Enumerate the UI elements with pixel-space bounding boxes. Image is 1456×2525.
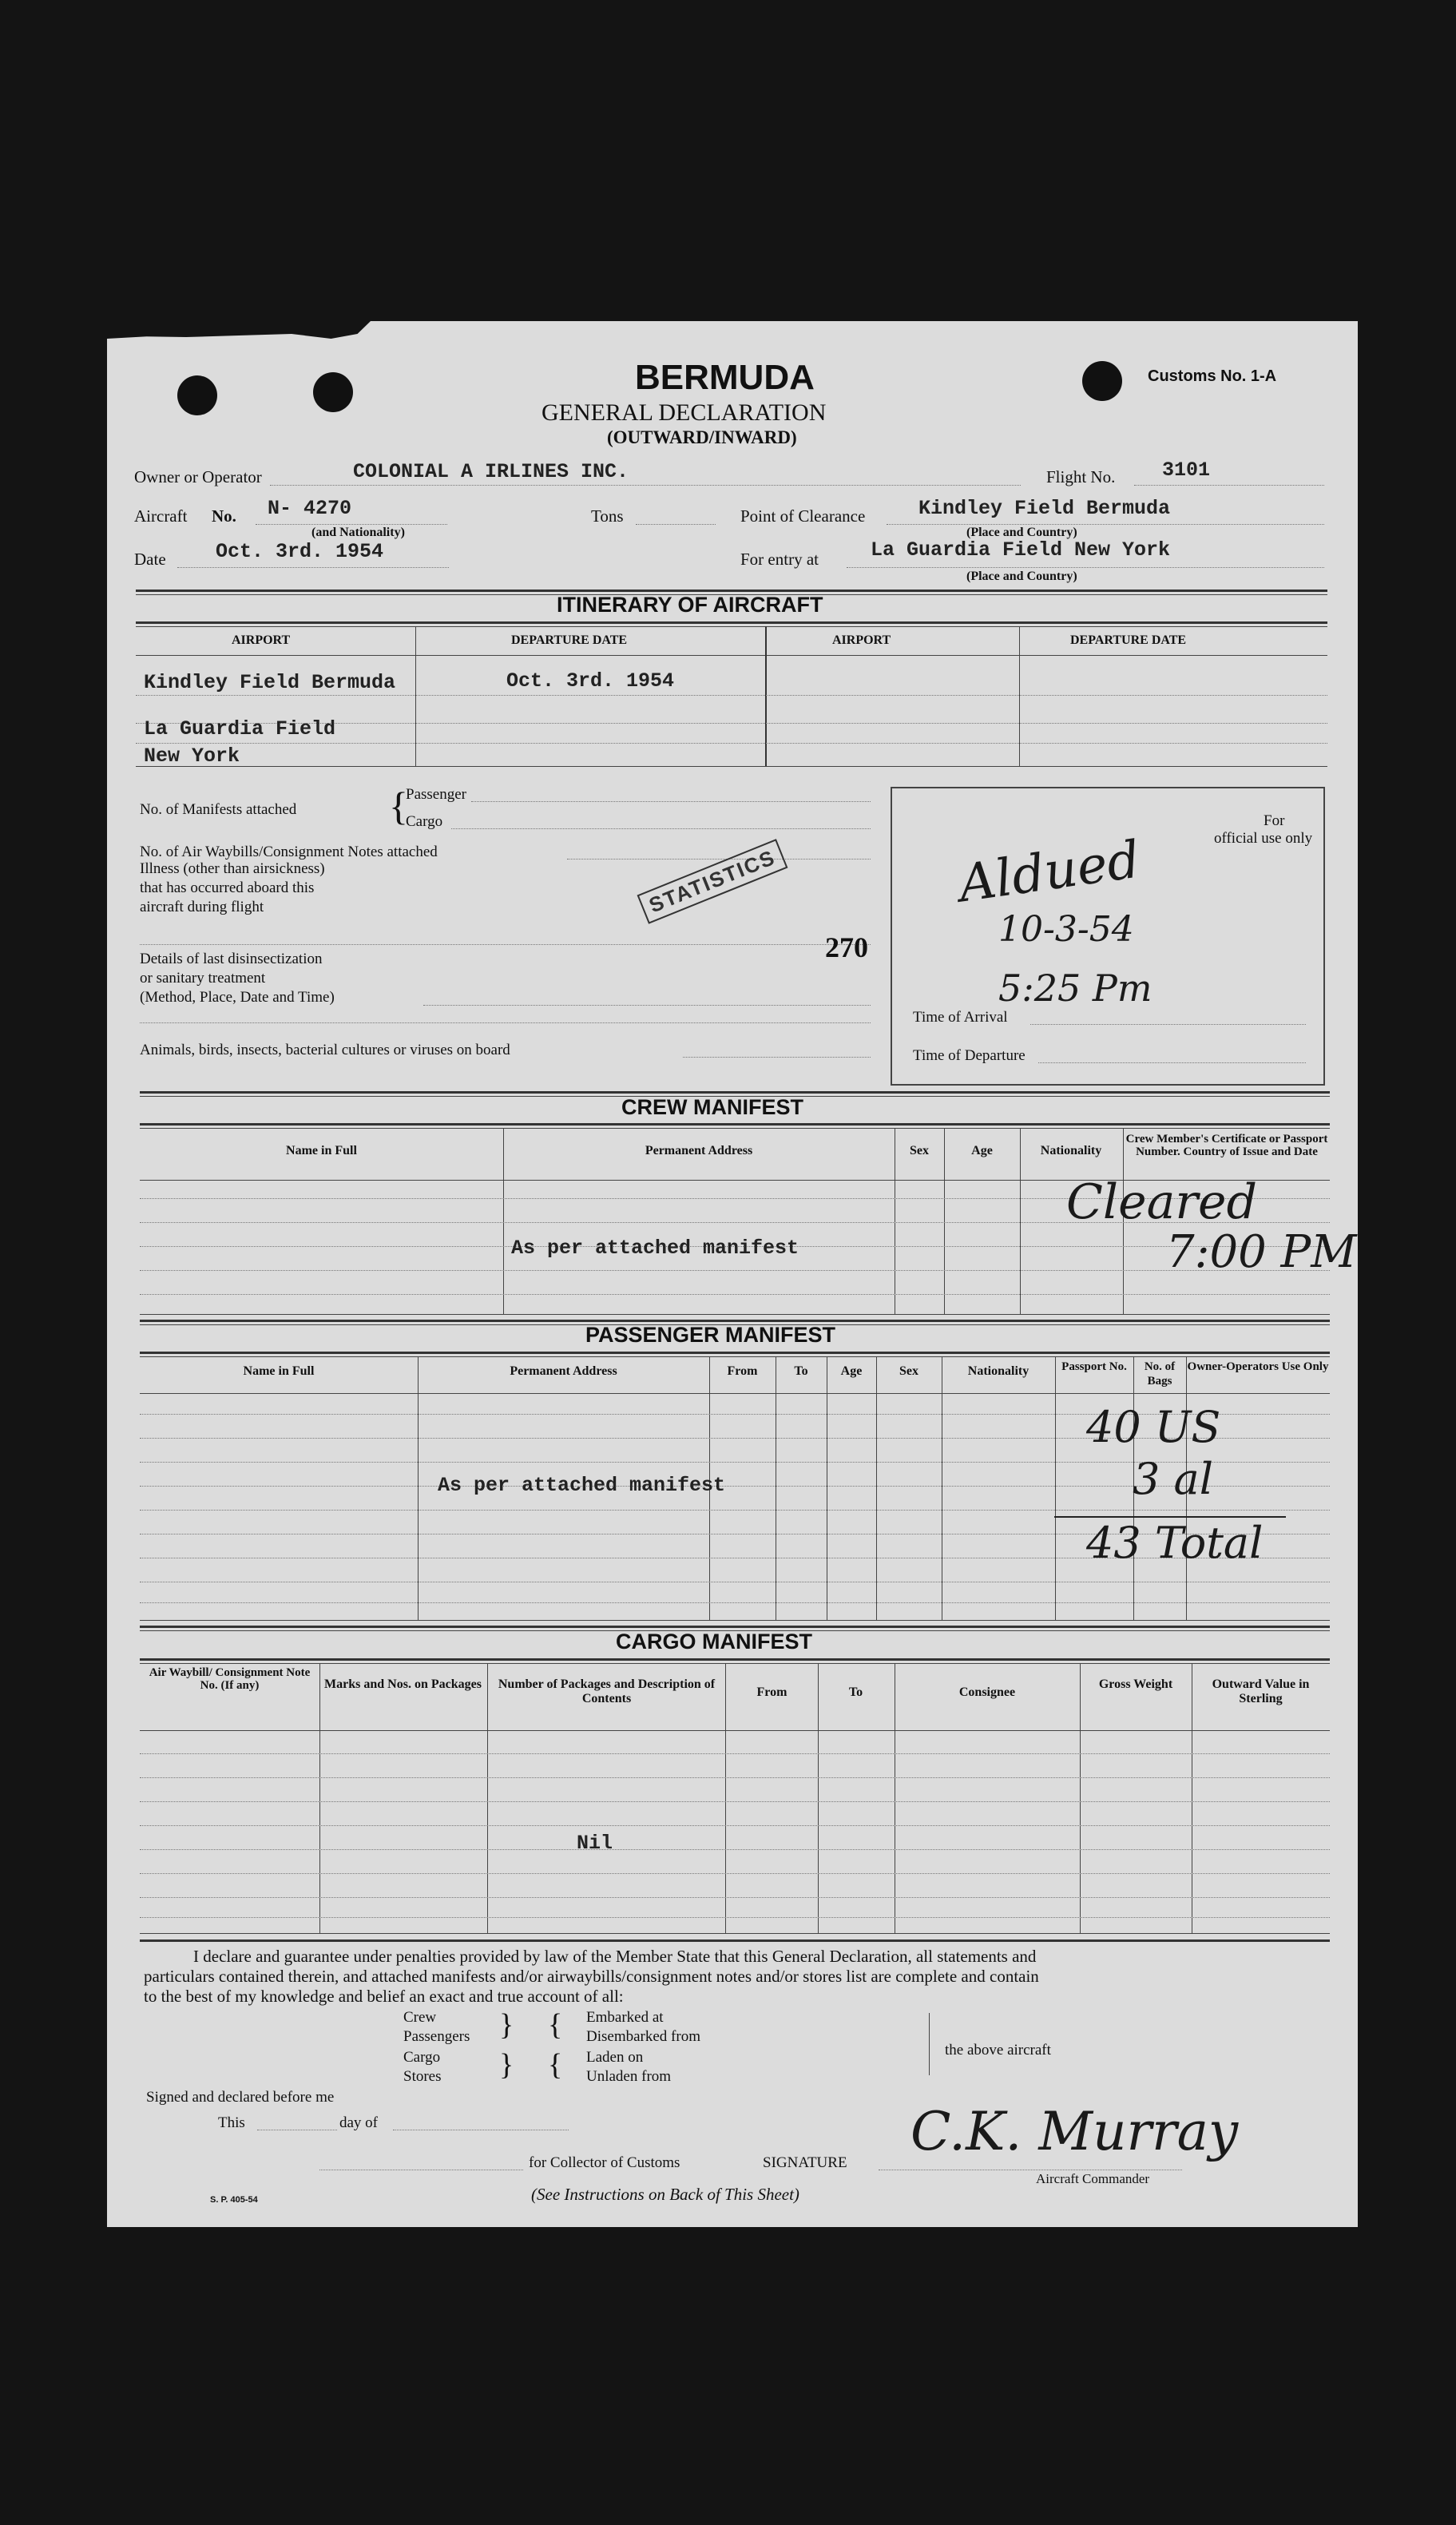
form-number: Customs No. 1-A [1148,367,1277,385]
cargo-col-waybill: Air Waybill/ Consignment Note No. (If any) [149,1666,311,1692]
passenger-count-us: 40 US [1086,1402,1221,1452]
disinsect-line-1: Details of last disinsectization [140,951,323,967]
manifest-passenger-label: Passenger [406,786,466,803]
decl-disembarked: Disembarked from [586,2028,700,2045]
crew-col-sex: Sex [910,1144,929,1157]
passenger-col-owner: Owner-Operators Use Only [1187,1360,1329,1373]
passenger-col-sex: Sex [899,1364,918,1378]
brace-right-2: } [499,2048,514,2082]
arrival-label: Time of Arrival [913,1009,1008,1026]
itinerary-col-departure-2: DEPARTURE DATE [1070,633,1187,647]
crew-manifest-title: CREW MANIFEST [621,1095,803,1119]
cargo-note: Nil [577,1832,613,1855]
form-subtitle: GENERAL DECLARATION [542,399,827,426]
crew-note: As per attached manifest [511,1237,799,1260]
entry-value: La Guardia Field New York [871,538,1171,562]
crew-col-address: Permanent Address [645,1144,753,1157]
passenger-col-name: Name in Full [243,1364,315,1378]
crew-col-nationality: Nationality [1040,1144,1102,1157]
date-label: Date [134,550,166,569]
signature-label: SIGNATURE [763,2154,847,2171]
disinsect-line-2: or sanitary treatment [140,970,266,987]
passenger-count-al: 3 al [1133,1454,1213,1504]
brace-left-2: { [548,2048,563,2082]
punch-hole-left [177,375,217,415]
passenger-count-total: 43 Total [1086,1518,1264,1568]
cargo-col-packages: Number of Packages and Description of Contents [498,1677,716,1705]
passenger-manifest-title: PASSENGER MANIFEST [585,1323,836,1347]
instructions-note: (See Instructions on Back of This Sheet) [531,2185,799,2204]
crew-col-name: Name in Full [286,1144,357,1157]
itinerary-date-1: Oct. 3rd. 1954 [506,669,675,693]
decl-cargo: Cargo [403,2049,441,2066]
decl-stores: Stores [403,2068,442,2085]
declaration-line-2: particulars contained therein, and attached manifests and/or airwaybills/consignment notes and/or stores list are complete and contain [144,1967,1039,1986]
passenger-note: As per attached manifest [438,1474,726,1497]
cargo-col-consignee: Consignee [958,1685,1016,1699]
official-use-label: For [1264,812,1285,829]
itinerary-col-airport-2: AIRPORT [832,633,891,647]
illness-line-3: aircraft during flight [140,899,264,915]
nationality-note: (and Nationality) [311,526,405,539]
flight-value: 3101 [1162,459,1211,482]
aircraft-no-label: No. [212,506,236,526]
official-handwritten-date: 10-3-54 [998,909,1134,950]
commander-label: Aircraft Commander [1036,2171,1150,2186]
owner-label: Owner or Operator [134,467,262,486]
aircraft-label: Aircraft [134,506,188,526]
statistics-stamp: STATISTICS [637,839,788,924]
commander-signature: C.K. Murray [910,2101,1239,2162]
form-code: S. P. 405-54 [210,2195,258,2205]
itinerary-airport-1: Kindley Field Bermuda [144,671,396,694]
brace: { [389,784,408,828]
tons-label: Tons [591,506,624,526]
manifest-cargo-label: Cargo [406,813,443,830]
declaration-line-3: to the best of my knowledge and belief an exact and true account of all: [144,1987,624,2006]
flight-label: Flight No. [1046,467,1116,486]
animals-label: Animals, birds, insects, bacterial cultures or viruses on board [140,1042,510,1058]
passenger-col-nationality: Nationality [967,1364,1030,1378]
official-handwritten-signature: Aldued [954,830,1144,915]
passenger-col-age: Age [840,1364,863,1378]
disinsect-line-3: (Method, Place, Date and Time) [140,989,335,1006]
decl-above-aircraft: the above aircraft [945,2042,1051,2059]
entry-label: For entry at [740,550,819,569]
decl-laden: Laden on [586,2049,644,2066]
official-use-label-2: official use only [1214,830,1313,847]
punch-hole-center [313,372,353,412]
departure-label: Time of Departure [913,1047,1026,1064]
itinerary-col-airport: AIRPORT [232,633,291,647]
crew-handwritten-cleared: Cleared [1066,1174,1257,1230]
brace-left-1: { [548,2008,563,2042]
crew-handwritten-time: 7:00 PM [1166,1226,1357,1278]
crew-col-age: Age [971,1144,993,1157]
signed-before-label: Signed and declared before me [146,2089,335,2106]
date-value: Oct. 3rd. 1954 [216,540,384,563]
itinerary-col-departure: DEPARTURE DATE [511,633,628,647]
declaration-line-1: I declare and guarantee under penalties provided by law of the Member State that this General Declaration, all statements and [193,1947,1037,1966]
official-handwritten-time: 5:25 Pm [998,967,1153,1010]
decl-passengers: Passengers [403,2028,470,2045]
place-note: (Place and Country) [966,526,1077,539]
day-of-label: day of [339,2114,379,2131]
cargo-col-to: To [848,1685,863,1699]
passenger-col-address: Permanent Address [510,1364,617,1378]
passenger-col-to: To [794,1364,808,1378]
itinerary-title: ITINERARY OF AIRCRAFT [557,593,823,617]
decl-embarked: Embarked at [586,2009,664,2026]
passenger-col-from: From [727,1364,758,1378]
cargo-col-marks: Marks and Nos. on Packages [324,1677,482,1691]
illness-line-1: Illness (other than airsickness) [140,860,325,877]
cargo-manifest-title: CARGO MANIFEST [616,1630,812,1654]
itinerary-airport-2: La Guardia Field [144,717,336,740]
passenger-col-passport: Passport No. [1061,1360,1127,1373]
form-direction: (OUTWARD/INWARD) [607,427,797,447]
collector-label: for Collector of Customs [529,2154,680,2171]
cargo-col-value: Outward Value in Sterling [1212,1677,1310,1705]
decl-unladen: Unladen from [586,2068,672,2085]
clearance-label: Point of Clearance [740,506,866,526]
itinerary-airport-2b: New York [144,744,240,768]
page-title: BERMUDA [635,358,815,397]
decl-crew: Crew [403,2009,437,2026]
aircraft-value: N- 4270 [268,497,352,520]
passenger-col-bags: No. of Bags [1144,1360,1176,1388]
this-label: This [218,2114,245,2131]
manifests-label: No. of Manifests attached [140,801,297,818]
waybills-label: No. of Air Waybills/Consignment Notes attached [140,844,438,860]
cargo-col-from: From [756,1685,788,1699]
place-note-2: (Place and Country) [966,570,1077,583]
cargo-col-weight: Gross Weight [1098,1677,1173,1691]
owner-value: COLONIAL A IRLINES INC. [353,460,629,483]
clearance-value: Kindley Field Bermuda [918,497,1171,520]
brace-right-1: } [499,2008,514,2042]
illness-line-2: that has occurred aboard this [140,879,315,896]
stamp-number: 270 [825,931,868,963]
crew-col-certificate: Crew Member's Certificate or Passport Number. Country of Issue and Date [1125,1133,1328,1158]
punch-hole-right [1082,361,1122,401]
